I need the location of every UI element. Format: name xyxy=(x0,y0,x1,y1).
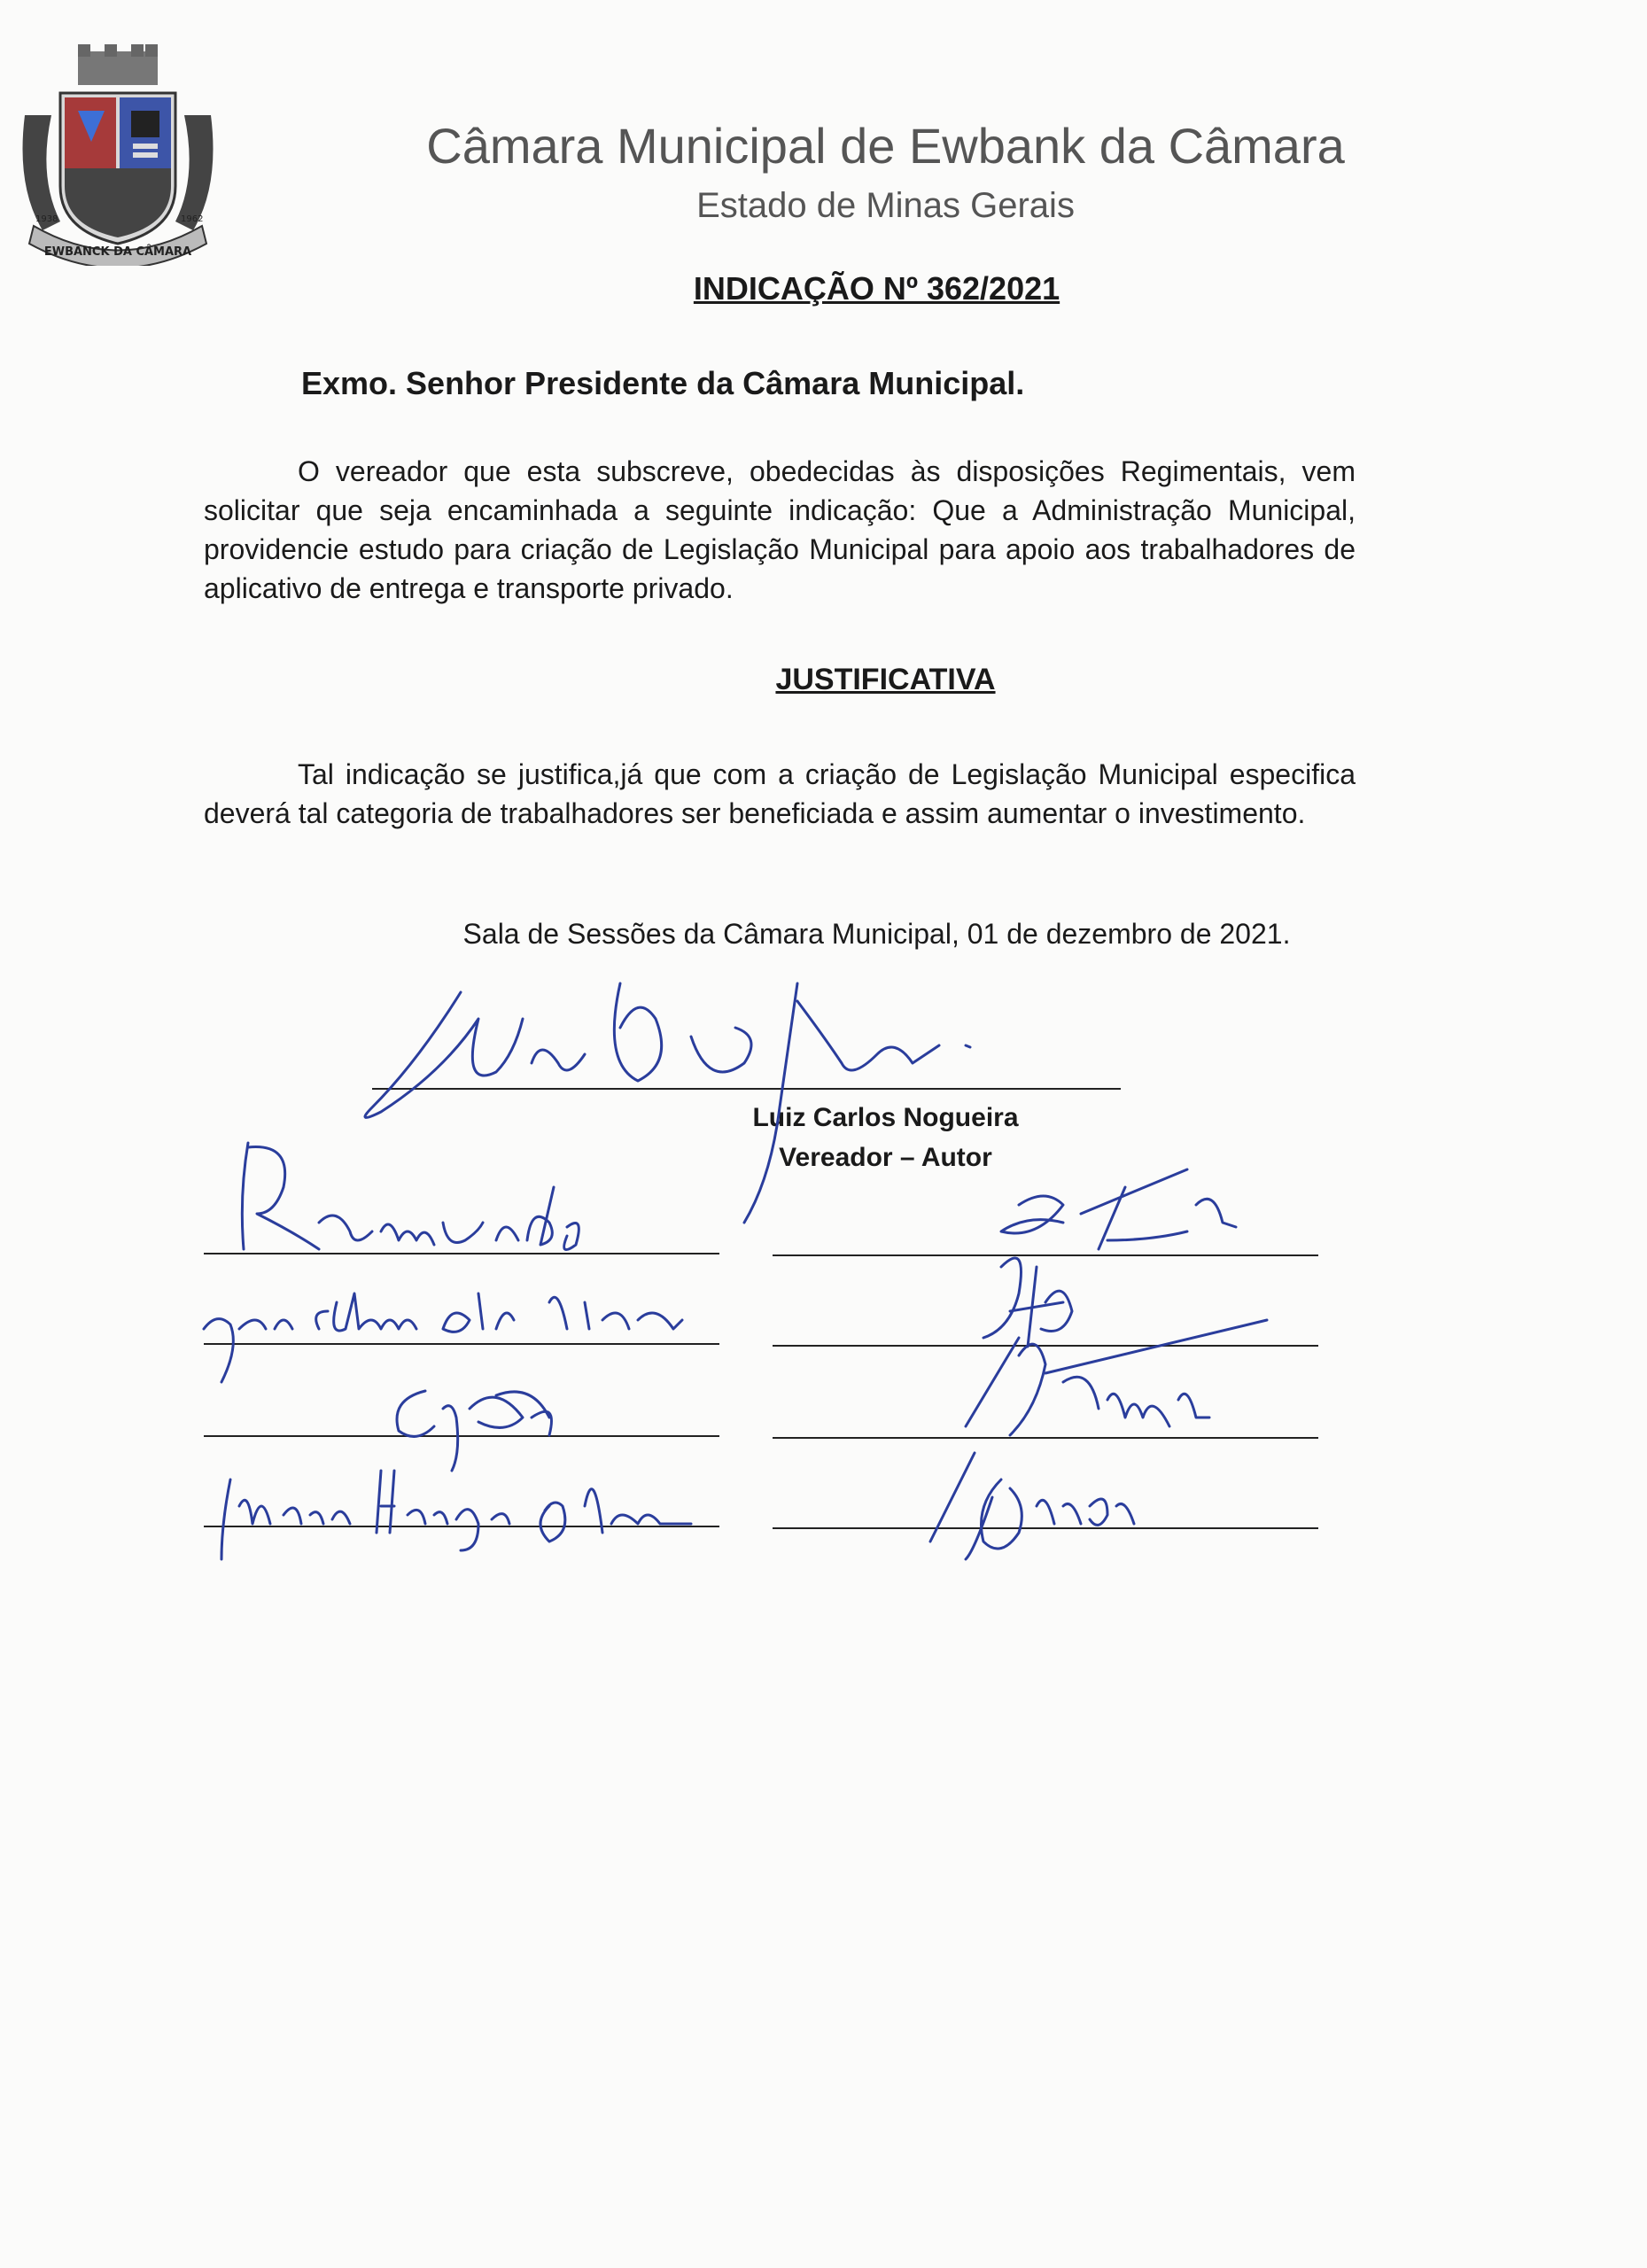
author-name: Luiz Carlos Nogueira xyxy=(752,1103,1019,1132)
header-title: Câmara Municipal de Ewbank da Câmara xyxy=(426,118,1345,174)
paragraph-indication xyxy=(204,452,1356,608)
signature-line-right-3 xyxy=(773,1437,1318,1439)
svg-text:EWBANCK DA CÂMARA: EWBANCK DA CÂMARA xyxy=(43,245,192,259)
signature-line-left-4 xyxy=(204,1526,719,1527)
signature-third-left-icon xyxy=(397,1391,552,1471)
justification-heading: JUSTIFICATIVA xyxy=(775,663,996,696)
author-signature-line xyxy=(372,1088,1121,1090)
signature-line-right-1 xyxy=(773,1254,1318,1256)
signature-line-right-4 xyxy=(773,1527,1318,1529)
closing-line: Sala de Sessões da Câmara Municipal, 01 de dezembro de 2021. xyxy=(462,918,1291,950)
signature-right-3-icon xyxy=(966,1320,1267,1435)
paragraph-justification-text: Tal indicação se justifica,já que com a criação de Legislação Municipal especifica deverá tal categoria de trabalhadores ser beneficiada e assim aumentar o investimento. xyxy=(204,758,1356,829)
signature-line-right-2 xyxy=(773,1345,1318,1347)
salutation: Exmo. Senhor Presidente da Câmara Municipal. xyxy=(301,365,1025,401)
signature-line-left-3 xyxy=(204,1435,719,1437)
signature-right-4-icon xyxy=(930,1453,1134,1559)
document-title: INDICAÇÃO Nº 362/2021 xyxy=(693,270,1060,307)
signature-right-1-icon xyxy=(1001,1169,1236,1249)
svg-text:1938: 1938 xyxy=(35,214,58,224)
paragraph-justification xyxy=(204,755,1356,833)
author-role: Vereador – Autor xyxy=(779,1143,992,1172)
signature-right-2-icon xyxy=(983,1258,1072,1347)
signature-mauro-icon xyxy=(221,1471,691,1559)
signature-jose-icon xyxy=(204,1293,682,1382)
signature-line-left-1 xyxy=(204,1253,719,1254)
signature-line-left-2 xyxy=(204,1343,719,1345)
paragraph-indication-text: O vereador que esta subscreve, obedecidas às disposições Regimentais, vem solicitar que seja encaminhada a seguinte indicação: Que a Administração Municipal, providencie estudo para criação de Legislação Municipal para apoio aos trabalhadores de aplicativo de entrega e transporte privado. xyxy=(204,455,1356,604)
svg-text:1962: 1962 xyxy=(181,214,204,224)
header-subtitle: Estado de Minas Gerais xyxy=(696,186,1075,225)
